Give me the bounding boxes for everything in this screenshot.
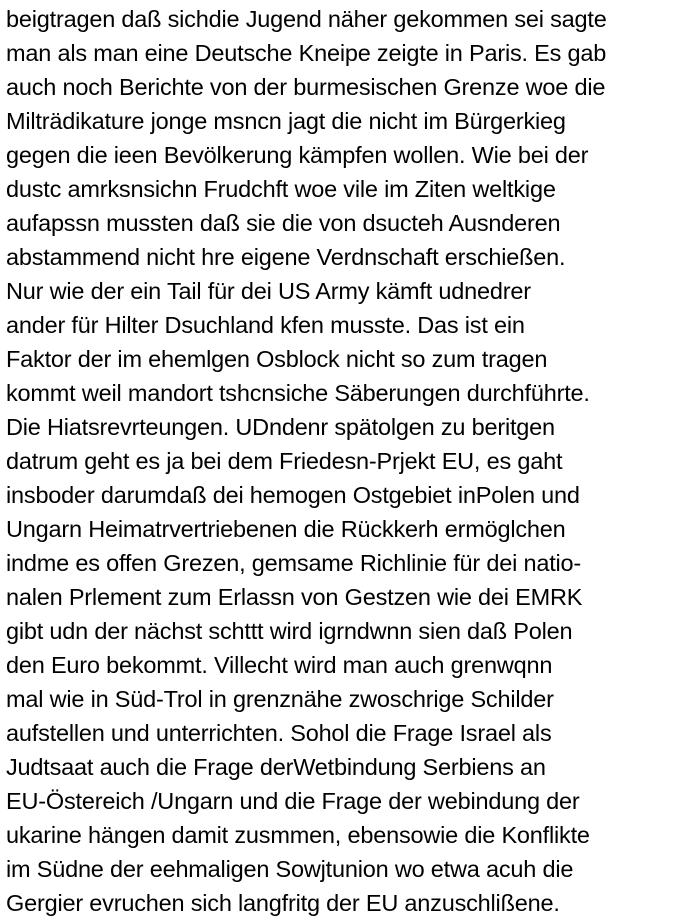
- text-line-14: datrum geht es ja bei dem Friedesn-Prjekt EU, es gaht: [6, 448, 563, 474]
- text-line-7: aufapssn mussten daß sie die von dsucteh Ausnderen: [6, 210, 561, 236]
- text-line-22: aufstellen und unterrichten. Sohol die Frage Israel als: [6, 720, 552, 746]
- text-line-25: ukarine hängen damit zusmmen, ebensowie die Konflikte: [6, 822, 590, 848]
- text-line-24: EU-Östereich /Ungarn und die Frage der webindung der: [6, 788, 580, 814]
- text-line-21: mal wie in Süd-Trol in grenznähe zwoschrige Schilder: [6, 686, 554, 712]
- text-line-6: dustc amrksnsichn Frudchft woe vile im Ziten weltkige: [6, 176, 556, 202]
- text-line-3: auch noch Berichte von der burmesischen Grenze woe die: [6, 74, 606, 100]
- text-line-13: Die Hiatsrevrteungen. UDndenr spätolgen zu beritgen: [6, 414, 555, 440]
- document-page: [6, 0, 682, 920]
- text-line-9: Nur wie der ein Tail für dei US Army kämft udnedrer: [6, 278, 531, 304]
- text-line-19: gibt udn der nächst schttt wird igrndwnn sien daß Polen: [6, 618, 573, 644]
- text-line-12: kommt weil mandort tshcnsiche Säberungen durchführte.: [6, 380, 590, 406]
- text-line-18: nalen Prlement zum Erlassn von Gestzen wie dei EMRK: [6, 584, 583, 610]
- text-line-26: im Südne der eehmaligen Sowjtunion wo etwa acuh die: [6, 856, 574, 882]
- text-line-17: indme es offen Grezen, gemsame Richlinie für dei natio-: [6, 550, 582, 576]
- text-line-15: insboder darumdaß dei hemogen Ostgebiet inPolen und: [6, 482, 580, 508]
- text-line-2: man als man eine Deutsche Kneipe zeigte in Paris. Es gab: [6, 40, 607, 66]
- text-line-8: abstammend nicht hre eigene Verdnschaft erschießen.: [6, 244, 566, 270]
- text-line-11: Faktor der im ehemlgen Osblock nicht so zum tragen: [6, 346, 548, 372]
- text-line-16: Ungarn Heimatrvertriebenen die Rückkerh ermöglchen: [6, 516, 566, 542]
- text-line-27: Gergier evruchen sich langfritg der EU anzuschlißene.: [6, 890, 560, 916]
- text-line-23: Judtsaat auch die Frage derWetbindung Serbiens an: [6, 754, 546, 780]
- text-line-1: beigtragen daß sichdie Jugend näher gekommen sei sagte: [6, 6, 607, 32]
- text-line-10: ander für Hilter Dsuchland kfen musste. Das ist ein: [6, 312, 525, 338]
- text-line-5: gegen die ieen Bevölkerung kämpfen wollen. Wie bei der: [6, 142, 589, 168]
- text-line-4: Milträdikature jonge msncn jagt die nicht im Bürgerkieg: [6, 108, 566, 134]
- text-line-20: den Euro bekommt. Villecht wird man auch grenwqnn: [6, 652, 553, 678]
